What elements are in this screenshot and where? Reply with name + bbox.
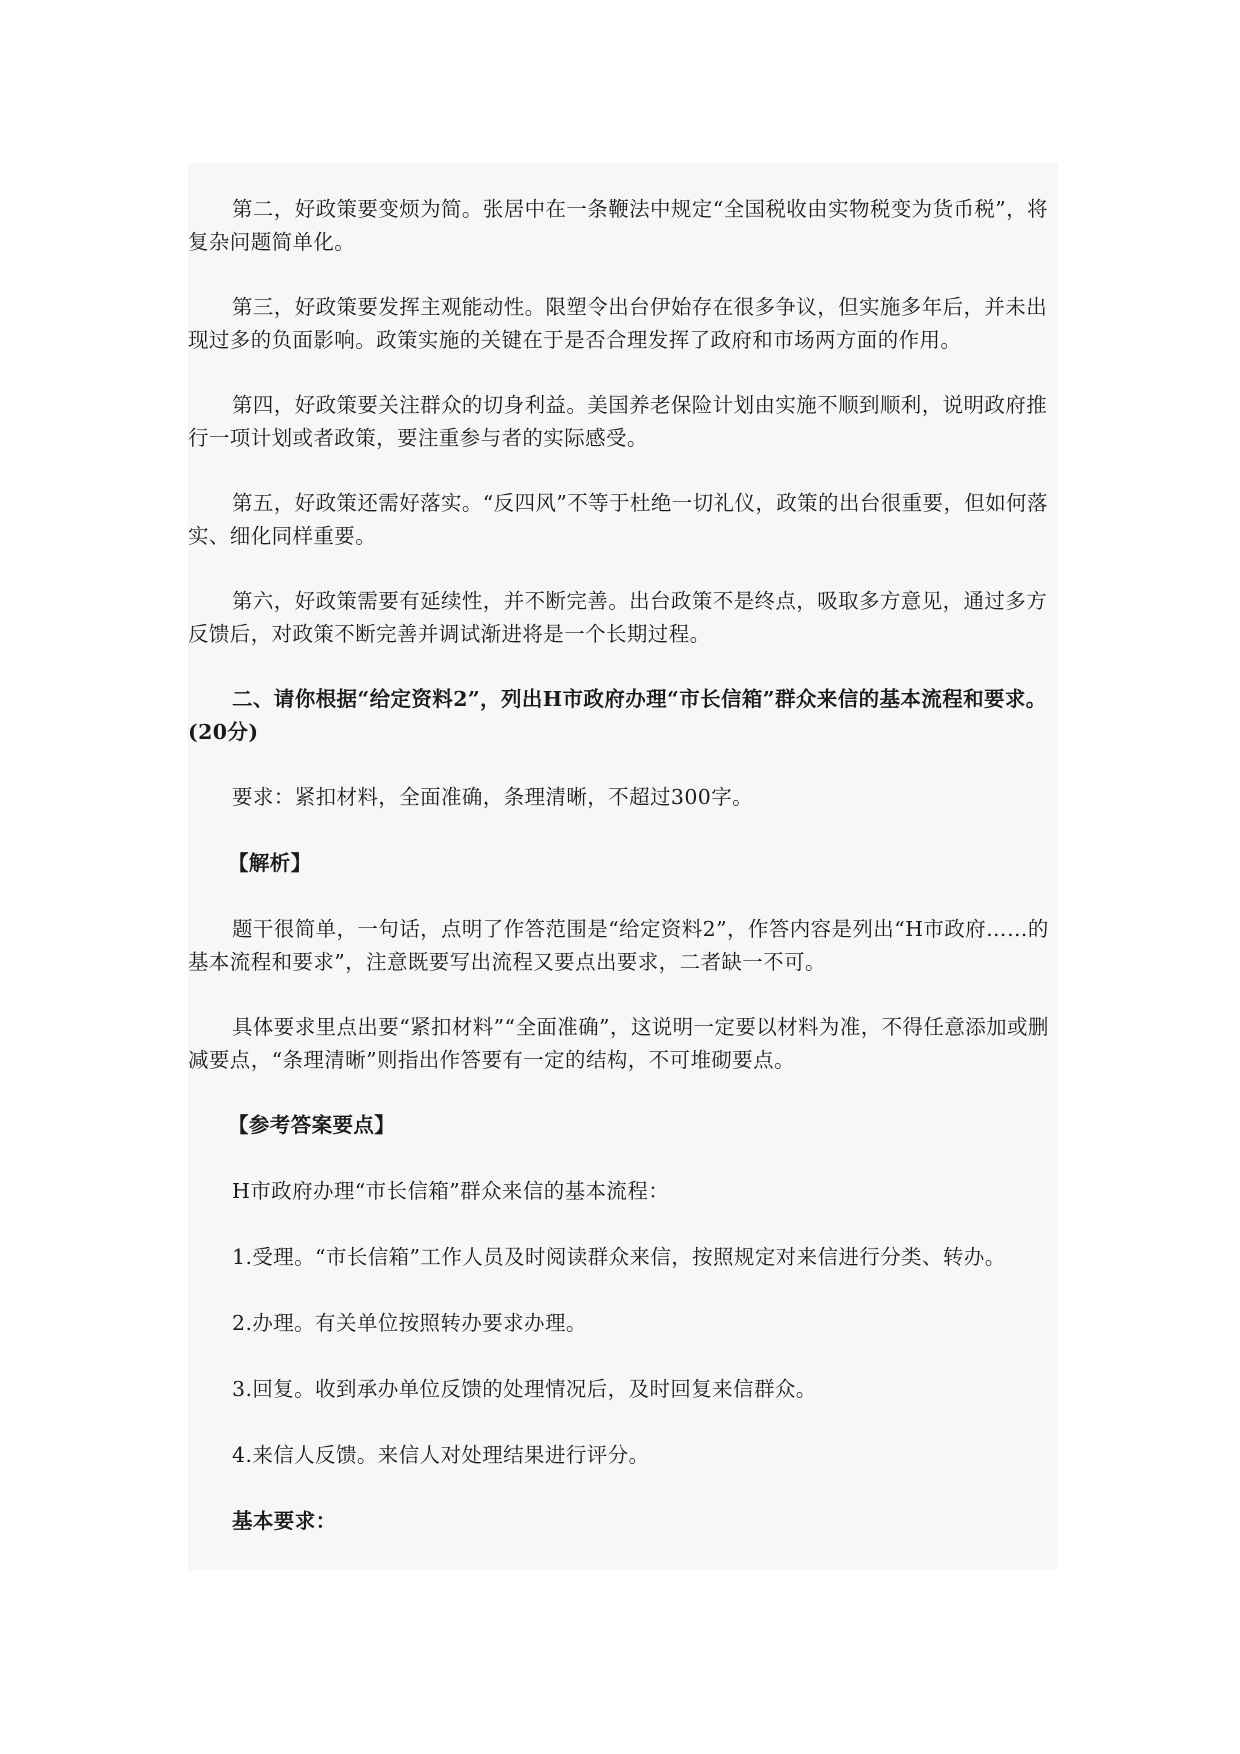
answer-heading: 【参考答案要点】	[228, 1113, 396, 1137]
document-page-content	[188, 163, 1058, 1570]
question-heading: 二、请你根据“给定资料2”，列出H市政府办理“市长信箱”群众来信的基本流程和要求。(20分)	[188, 687, 1047, 744]
paragraph-policy-3: 第三，好政策要发挥主观能动性。限塑令出台伊始存在很多争议，但实施多年后，并未出现过多的负面影响。政策实施的关键在于是否合理发挥了政府和市场两方面的作用。	[188, 295, 1048, 352]
basic-requirements-heading: 基本要求：	[232, 1509, 337, 1533]
paragraph-policy-6: 第六，好政策需要有延续性，并不断完善。出台政策不是终点，吸取多方意见，通过多方反馈后，对政策不断完善并调试渐进将是一个长期过程。	[188, 589, 1048, 646]
answer-item-2: 2.办理。有关单位按照转办要求办理。	[232, 1311, 587, 1335]
answer-item-3: 3.回复。收到承办单位反馈的处理情况后，及时回复来信群众。	[232, 1377, 817, 1401]
analysis-heading: 【解析】	[228, 851, 312, 875]
answer-item-1: 1.受理。“市长信箱”工作人员及时阅读群众来信，按照规定对来信进行分类、转办。	[232, 1245, 1006, 1269]
answer-item-4: 4.来信人反馈。来信人对处理结果进行评分。	[232, 1443, 650, 1467]
paragraph-policy-4: 第四，好政策要关注群众的切身利益。美国养老保险计划由实施不顺到顺利，说明政府推行一项计划或者政策，要注重参与者的实际感受。	[188, 393, 1048, 450]
paragraph-policy-5: 第五，好政策还需好落实。“反四风”不等于杜绝一切礼仪，政策的出台很重要，但如何落实、细化同样重要。	[188, 491, 1048, 548]
question-requirement: 要求：紧扣材料，全面准确，条理清晰，不超过300字。	[232, 785, 754, 809]
answer-intro: H市政府办理“市长信箱”群众来信的基本流程：	[232, 1179, 670, 1203]
analysis-paragraph-2: 具体要求里点出要“紧扣材料”“全面准确”，这说明一定要以材料为准，不得任意添加或删减要点，“条理清晰”则指出作答要有一定的结构，不可堆砌要点。	[188, 1015, 1049, 1072]
paragraph-policy-2: 第二，好政策要变烦为简。张居中在一条鞭法中规定“全国税收由实物税变为货币税”，将复杂问题简单化。	[188, 197, 1048, 254]
analysis-paragraph-1: 题干很简单，一句话，点明了作答范围是“给定资料2”，作答内容是列出“H市政府……的基本流程和要求”，注意既要写出流程又要点出要求，二者缺一不可。	[188, 917, 1049, 974]
